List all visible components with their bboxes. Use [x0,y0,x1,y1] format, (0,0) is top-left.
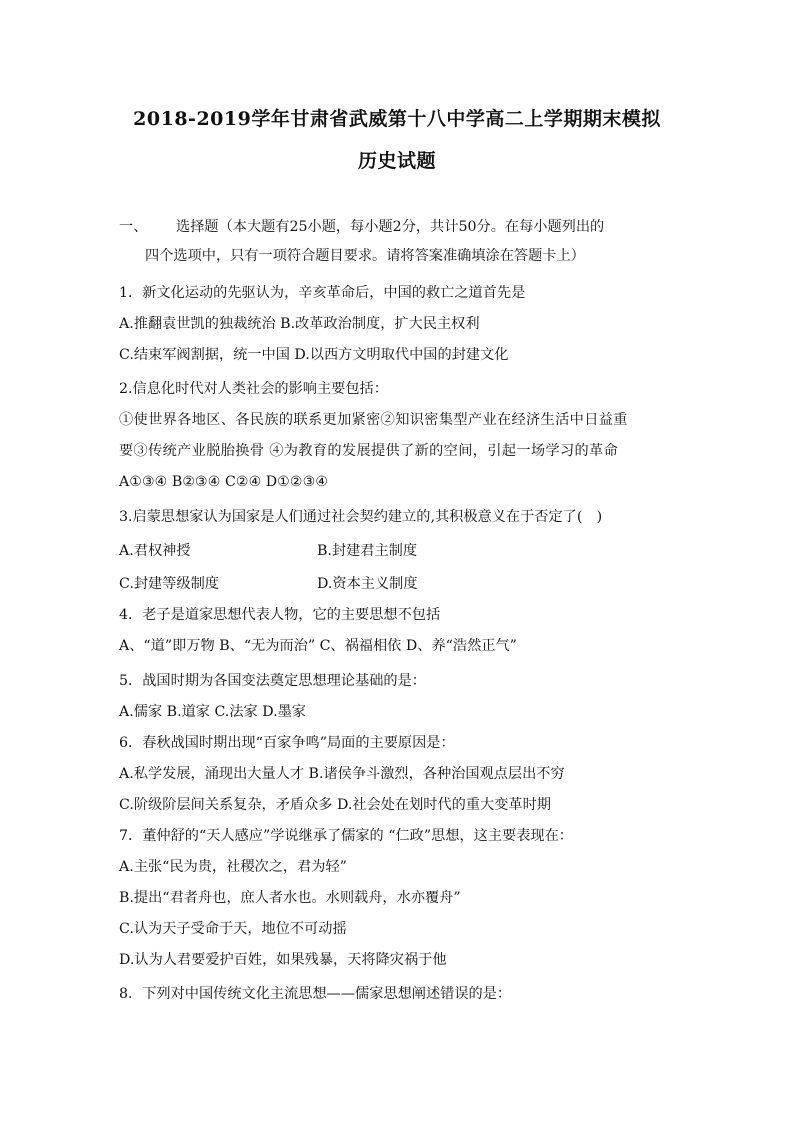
question-3-stem: 3.启蒙思想家认为国家是人们通过社会契约建立的,其积极意义在于否定了( ) [119,509,603,525]
question-3-option-b: B.封建君主制度 [317,543,418,559]
question-6-options-cd: C.阶级阶层间关系复杂，矛盾众多 D.社会处在划时代的重大变革时期 [119,797,551,813]
section-instruction-line2: 四个选项中，只有一项符合题目要求。请将答案准确填涂在答题卡上） [145,248,585,264]
question-7-stem: 7．董仲舒的“天人感应”学说继承了儒家的 “仁政”思想，这主要表现在： [119,828,573,844]
exam-title: 2018-2019学年甘肃省武威第十八中学高二上学期期末模拟 [133,108,661,130]
question-7-option-a: A.主张“民为贵，社稷次之，君为轻” [119,859,347,875]
question-4-options: A、“道”即万物 B、“无为而治” C、祸福相依 D、养“浩然正气” [119,638,517,654]
question-5-options: A.儒家 B.道家 C.法家 D.墨家 [119,704,306,720]
question-1-options-cd: C.结束军阀割据，统一中国 D.以西方文明取代中国的封建文化 [119,347,509,363]
question-6-stem: 6．春秋战国时期出现“百家争鸣”局面的主要原因是： [119,735,455,751]
question-2-body-line1: ①使世界各地区、各民族的联系更加紧密②知识密集型产业在经济生活中日益重 [119,412,628,428]
question-6-options-ab: A.私学发展，涌现出大量人才 B.诸侯争斗激烈，各种治国观点层出不穷 [119,766,565,782]
question-2-stem: 2.信息化时代对人类社会的影响主要包括： [119,381,388,397]
question-5-stem: 5．战国时期为各国变法奠定思想理论基础的是： [119,673,426,689]
question-8-stem: 8．下列对中国传统文化主流思想——儒家思想阐述错误的是： [119,986,512,1002]
question-3-option-c: C.封建等级制度 [119,576,219,592]
question-7-option-d: D.认为人君要爱护百姓，如果残暴，天将降灾祸于他 [119,952,447,968]
question-2-body-line2: 要③传统产业脱胎换骨 ④为教育的发展提供了新的空间，引起一场学习的革命 [119,443,619,459]
question-3-option-a: A.君权神授 [119,543,191,559]
question-2-options: A①③④ B②③④ C②④ D①②③④ [119,474,329,490]
question-3-option-d: D.资本主义制度 [317,576,418,592]
question-1-stem: 1．新文化运动的先驱认为，辛亥革命后，中国的救亡之道首先是 [119,285,526,301]
section-number: 一、 [119,219,148,235]
question-1-options-ab: A.推翻袁世凯的独裁统治 B.改革政治制度，扩大民主权利 [119,316,480,332]
question-7-option-b: B.提出“君者舟也，庶人者水也。水则载舟，水亦覆舟” [119,890,461,906]
section-instruction-line1: 选择题（本大题有25小题，每小题2分，共计50分。在每小题列出的 [176,219,605,235]
exam-subject-title: 历史试题 [357,150,436,172]
question-7-option-c: C.认为天子受命于天，地位不可动摇 [119,921,347,937]
question-4-stem: 4．老子是道家思想代表人物，它的主要思想不包括 [119,607,441,623]
